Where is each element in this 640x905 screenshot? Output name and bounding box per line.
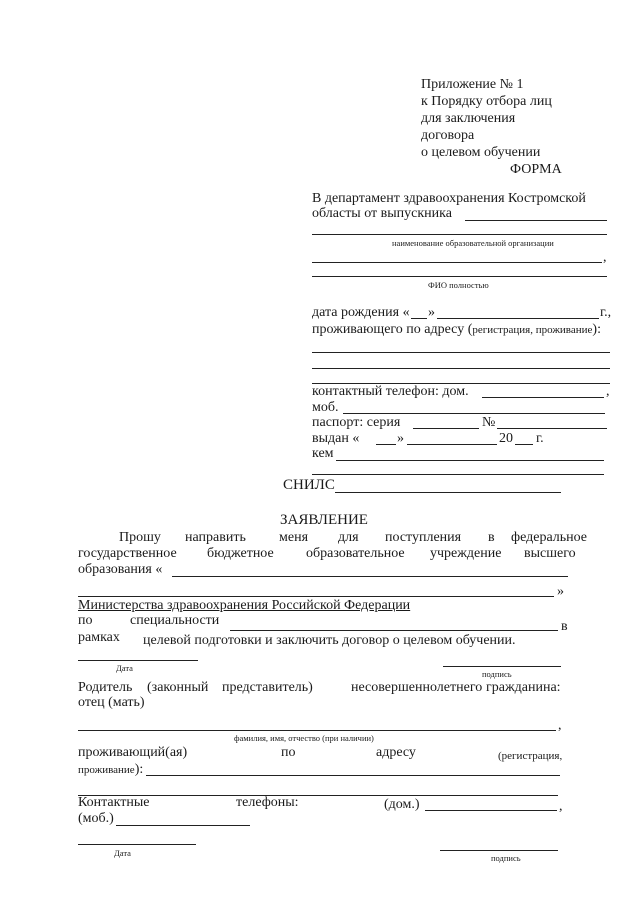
phone-comma: ,: [606, 384, 610, 399]
fio-field-1[interactable]: [312, 262, 602, 263]
ministry-name: Министерства здравоохранения Российской Федерации: [78, 598, 411, 613]
address-field-2[interactable]: [312, 368, 610, 369]
statement-line-3: образования «: [78, 562, 163, 577]
parent-address-word-2: по: [281, 745, 296, 760]
birth-date-prefix: дата рождения «: [312, 305, 410, 320]
fio-comma: ,: [603, 250, 607, 265]
framework-word: рамках: [78, 630, 120, 645]
parent-relation-label: отец (мать): [78, 695, 145, 710]
appendix-title: Приложение № 1: [421, 77, 524, 92]
specialty-label: специальности: [130, 613, 220, 628]
signature-field-2[interactable]: [440, 850, 558, 851]
parent-fio-caption: фамилия, имя, отчество (при наличии): [234, 733, 374, 743]
addressee-line-1: В департамент здравоохранения Костромской: [312, 191, 586, 206]
parent-phone-home-label: (дом.): [384, 797, 420, 812]
mobile-label: моб.: [312, 400, 339, 415]
appendix-line-5: о целевом обучении: [421, 145, 541, 160]
parent-fio-field[interactable]: [78, 730, 556, 731]
parent-phones-word-2: телефоны:: [236, 795, 299, 810]
birth-date-suffix: г.,: [600, 305, 612, 320]
parent-mobile-label: (моб.): [78, 811, 114, 826]
fio-caption: ФИО полностью: [428, 280, 489, 290]
fio-field-2[interactable]: [312, 276, 607, 277]
date-field-1[interactable]: [78, 660, 198, 661]
birth-month-year-field[interactable]: [437, 318, 599, 319]
passport-number-label: №: [482, 415, 496, 430]
form-label: ФОРМА: [510, 162, 562, 177]
parent-address-word-3: адресу: [376, 745, 416, 760]
org-name-field[interactable]: [312, 234, 607, 235]
parent-fio-comma: ,: [558, 718, 562, 733]
birth-day-field[interactable]: [411, 318, 427, 319]
address-label: проживающего по адресу (регистрация, проживание):: [312, 322, 601, 337]
date-caption-1: Дата: [116, 663, 133, 673]
specialty-field[interactable]: [230, 630, 558, 631]
university-field-1[interactable]: [172, 576, 568, 577]
parent-phones-word-1: Контактные: [78, 795, 150, 810]
snils-field[interactable]: [335, 492, 561, 493]
org-name-caption: наименование образовательной организации: [392, 238, 554, 248]
parent-address-label-2: проживание):: [78, 762, 144, 777]
specialty-end: в: [561, 619, 568, 634]
passport-series-field[interactable]: [413, 428, 479, 429]
issued-label: выдан «: [312, 431, 360, 446]
parent-phone-comma: ,: [559, 799, 563, 814]
signature-field-1[interactable]: [443, 666, 561, 667]
date-field-2[interactable]: [78, 844, 196, 845]
addressee-line-2: областы от выпускника: [312, 206, 452, 221]
phone-home-field[interactable]: [482, 397, 604, 398]
appendix-line-3: для заключения: [421, 111, 516, 126]
framework-rest: целевой подготовки и заключить договор о целевом обучении.: [143, 633, 516, 648]
mobile-field[interactable]: [343, 413, 605, 414]
specialty-prep: по: [78, 613, 93, 628]
parent-address-word-1: проживающий(ая): [78, 745, 188, 760]
graduate-field[interactable]: [465, 220, 607, 221]
issued-year-suffix: г.: [536, 431, 544, 446]
parent-mobile-field[interactable]: [116, 825, 250, 826]
passport-series-label: паспорт: серия: [312, 415, 401, 430]
parent-address-field-2[interactable]: [78, 795, 558, 796]
snils-label: СНИЛС: [283, 477, 335, 493]
issued-year-prefix: 20: [499, 431, 513, 446]
appendix-line-4: договора: [421, 128, 475, 143]
issued-by-field-2[interactable]: [312, 474, 604, 475]
parent-address-field-1[interactable]: [146, 775, 560, 776]
parent-phone-home-field[interactable]: [425, 810, 557, 811]
issued-by-field-1[interactable]: [336, 460, 604, 461]
close-quote: »: [557, 584, 564, 599]
parent-address-small-1: (регистрация,: [498, 750, 563, 762]
signature-caption-1: подпись: [482, 669, 512, 679]
statement-title: ЗАЯВЛЕНИЕ: [280, 512, 368, 528]
appendix-line-2: к Порядку отбора лиц: [421, 94, 552, 109]
issued-by-label: кем: [312, 446, 334, 461]
issued-month-field[interactable]: [407, 444, 497, 445]
address-field-1[interactable]: [312, 352, 610, 353]
phone-home-label: контактный телефон: дом.: [312, 384, 469, 399]
signature-caption-2: подпись: [491, 853, 521, 863]
issued-year-field[interactable]: [515, 444, 533, 445]
birth-date-mid: »: [428, 305, 435, 320]
university-field-2[interactable]: [78, 596, 554, 597]
issued-day-field[interactable]: [376, 444, 396, 445]
date-caption-2: Дата: [114, 848, 131, 858]
passport-number-field[interactable]: [497, 428, 607, 429]
issued-mid: »: [397, 431, 404, 446]
